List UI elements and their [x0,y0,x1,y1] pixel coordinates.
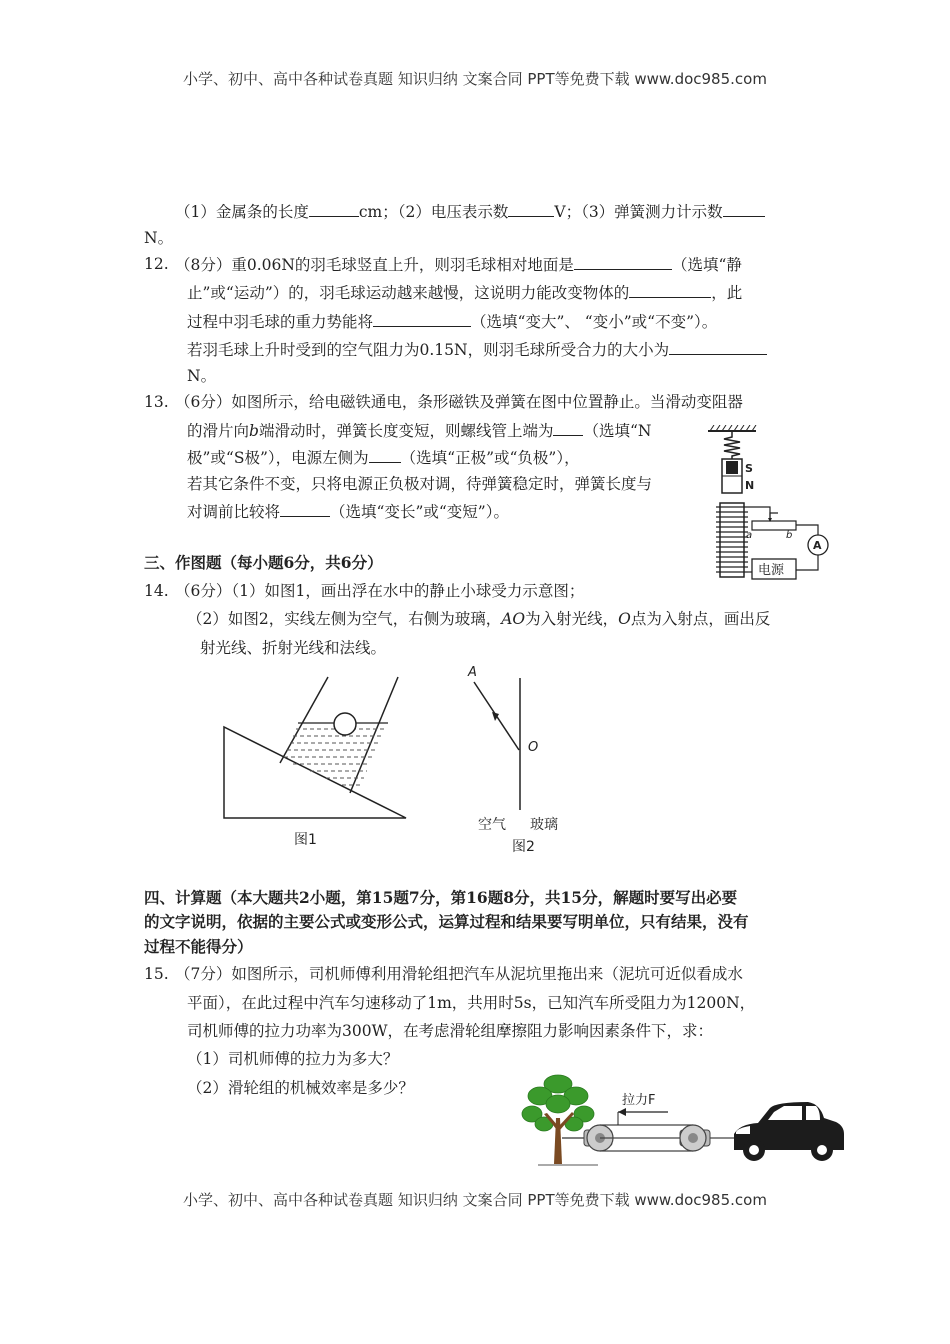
q13-line5 [187,501,509,522]
q13-line2 [187,420,651,441]
page-footer: 小学、初中、高中各种试卷真题 知识归纳 文案合同 PPT等免费下载 www.doc985.com [183,1191,767,1209]
q12-text-1b: （选填“静 [671,256,742,274]
q12-line4 [187,339,767,360]
q12-number: 12. [144,255,169,273]
blank-voltage[interactable] [508,201,554,217]
q14-text-2d: O [618,610,631,628]
q13-text-5b: （选填“变长”或“变短”）。 [330,503,509,521]
q13-text-2b: b [249,422,259,440]
q13-text-2a: 的滑片向 [187,422,250,440]
q11-text-2: cm；（2）电压表示数 [358,203,509,221]
figure2-caption: 图2 [512,839,535,855]
figure1-caption: 图1 [294,832,317,848]
floating-ball [334,713,356,735]
q15-number: 15. [144,965,169,983]
q14-line3: 射光线、折射光线和法线。 [200,639,387,657]
blank-solenoid-pole[interactable] [553,420,583,436]
q13-line1: （6分）如图所示，给电磁铁通电，条形磁铁及弹簧在图中位置静止。当滑动变阻器 [175,393,743,411]
blank-spring-change[interactable] [280,501,330,517]
container-right-wall [350,677,398,793]
q12-line5: N。 [187,367,217,385]
figure1-incline-container [218,672,413,852]
air-label: 空气 [478,817,506,833]
q14-text-2b: AO [501,610,526,628]
point-o-label: O [528,740,539,755]
q13-text-3b: （选填“正极”或“负极”）， [400,449,580,467]
rheostat-b-label: b [786,530,793,541]
q12-line2 [187,282,742,303]
blank-motion-state[interactable] [574,254,672,270]
q14-line2 [187,609,770,629]
section4-line3: 过程不能得分） [144,937,253,956]
q14-line1: （6分）（1）如图1，画出浮在水中的静止小球受力示意图； [175,582,585,600]
q13-line4: 若其它条件不变，只将电源正负极对调，待弹簧稳定时，弹簧长度与 [187,475,653,493]
q14-number: 14. [144,582,169,600]
figure2-light-ray [460,660,580,860]
q12-line1 [175,254,742,275]
magnet-s-label: S [745,462,753,475]
section4-line2: 的文字说明，依据的主要公式或变形公式，运算过程和结果要写明单位，只有结果，没有 [144,912,749,931]
blank-net-force[interactable] [669,339,767,355]
pull-force-label: 拉力F [622,1093,656,1108]
ray-arrow [492,712,499,721]
q11-line1 [175,201,765,222]
q15-line3: 司机师傅的拉力功率为300W，在考虑滑轮组摩擦阻力影响因素条件下，求： [187,1022,714,1040]
magnet-n-label: N [745,479,755,492]
q12-text-2b: ，此 [711,284,743,302]
q12-text-2a: 止”或“运动”）的，羽毛球运动越来越慢，这说明力能改变物体的 [187,284,630,302]
q12-text-3b: （选填“变大”、 “变小”或“不变”）。 [471,313,718,331]
ammeter-label: A [813,539,822,552]
incline [224,727,406,818]
q14-text-2a: （2）如图2，实线左侧为空气，右侧为玻璃， [187,610,502,628]
q15-line5: （2）滑轮组的机械效率是多少？ [187,1079,414,1097]
q12-line3 [187,311,717,332]
q13-text-2c: 端滑动时，弹簧长度变短，则螺线管上端为 [258,422,554,440]
q13-text-2d: （选填“N [583,422,652,440]
q12-text-3a: 过程中羽毛球的重力势能将 [187,313,374,331]
spring [724,431,740,459]
blank-potential-energy[interactable] [373,311,471,327]
solenoid-core [720,503,744,577]
blank-spring-force[interactable] [723,201,765,217]
car-icon [734,1102,844,1161]
q14-text-2c: 为入射光线， [525,610,619,628]
section4-line1: 四、计算题（本大题共2小题，第15题7分，第16题8分，共15分，解题时要写出必要 [144,888,738,907]
q13-text-5a: 对调前比较将 [187,503,281,521]
blank-length[interactable] [309,201,359,217]
power-source-label: 电源 [758,563,785,578]
page-header: 小学、初中、高中各种试卷真题 知识归纳 文案合同 PPT等免费下载 www.doc985.com [183,70,767,88]
q11-text-3: V；（3）弹簧测力计示数 [554,203,723,221]
q11-text-1: （1）金属条的长度 [175,203,309,221]
q12-text-4a: 若羽毛球上升时受到的空气阻力为0.15N，则羽毛球所受合力的大小为 [187,341,670,359]
rheostat-a-label: a [746,530,753,541]
pulley-car-figure [518,1068,848,1173]
wire-top [748,507,770,521]
blank-change-property[interactable] [629,282,711,298]
section3-title: 三、作图题（每小题6分，共6分） [144,553,383,572]
q13-text-3a: 极”或“S极”），电源左侧为 [187,449,369,467]
q12-text-1a: （8分）重0.06N的羽毛球竖直上升，则羽毛球相对地面是 [175,256,574,274]
q13-number: 13. [144,393,169,411]
blank-source-pole[interactable] [369,447,401,463]
q14-text-2e: 点为入射点，画出反 [630,610,771,628]
q15-line1: （7分）如图所示，司机师傅利用滑轮组把汽车从泥坑里拖出来（泥坑可近似看成水 [175,965,743,983]
q13-line3 [187,447,580,468]
electromagnet-figure [700,425,835,585]
point-a-label: A [468,665,477,680]
q11-line2: N。 [144,229,174,247]
q15-line4: （1）司机师傅的拉力为多大？ [187,1050,399,1068]
glass-label: 玻璃 [530,817,558,833]
q15-line2: 平面），在此过程中汽车匀速移动了1m，共用时5s，已知汽车所受阻力为1200N， [187,994,756,1012]
magnet-s-half [726,461,738,474]
rheostat [752,521,796,530]
